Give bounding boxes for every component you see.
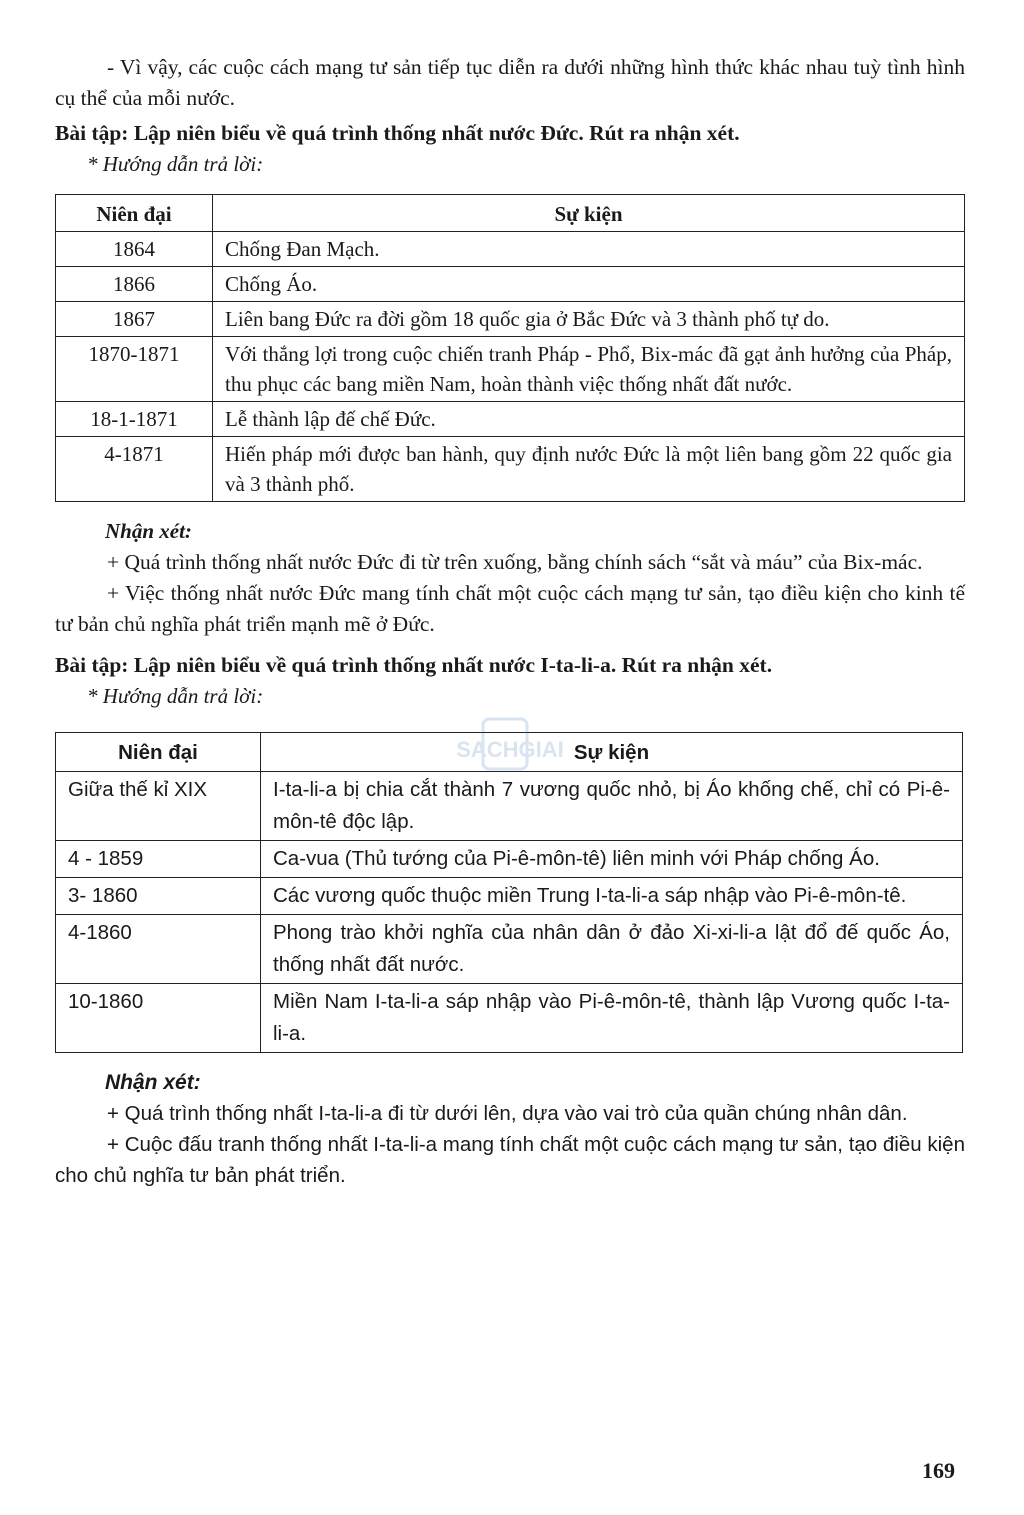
watermark-logo [395, 715, 625, 790]
exercise1-remark-label: Nhận xét: [105, 519, 192, 543]
exercise1-remark-2: + Việc thống nhất nước Đức mang tính chất một cuộc cách mạng tư sản, tạo điều kiện cho kinh tế tư bản chủ nghĩa phát triển mạnh mẽ ở Đức. [55, 581, 965, 636]
table-row [56, 267, 965, 302]
table-row [56, 878, 963, 915]
event-cell: Hiến pháp mới được ban hành, quy định nước Đức là một liên bang gồm 22 quốc gia và 3 thành phố. [213, 437, 965, 502]
year-cell: 3- 1860 [56, 878, 261, 915]
table-row [56, 915, 963, 984]
exercise1-title: Bài tập: Lập niên biểu về quá trình thống nhất nước Đức. Rút ra nhận xét. [55, 121, 740, 145]
event-cell: Miền Nam I-ta-li-a sáp nhập vào Pi-ê-môn-tê, thành lập Vương quốc I-ta-li-a. [261, 984, 963, 1053]
year-cell: 18-1-1871 [56, 402, 213, 437]
exercise1-remark-1: + Quá trình thống nhất nước Đức đi từ trên xuống, bằng chính sách “sắt và máu” của Bix-mác. [107, 550, 923, 574]
document-page [55, 52, 965, 1191]
year-cell: 1864 [56, 232, 213, 267]
event-cell: Với thắng lợi trong cuộc chiến tranh Pháp - Phổ, Bix-mác đã gạt ảnh hưởng của Pháp, thu phục các bang miền Nam, hoàn thành việc thống nhất đất nước. [213, 337, 965, 402]
event-cell: Liên bang Đức ra đời gồm 18 quốc gia ở Bắc Đức và 3 thành phố tự do. [213, 302, 965, 337]
year-cell: 4-1860 [56, 915, 261, 984]
event-cell: Các vương quốc thuộc miền Trung I-ta-li-a sáp nhập vào Pi-ê-môn-tê. [261, 878, 963, 915]
event-cell: Chống Đan Mạch. [213, 232, 965, 267]
table-row [56, 337, 965, 402]
table-header-row [56, 195, 965, 232]
year-cell: 4 - 1859 [56, 841, 261, 878]
table-row [56, 437, 965, 502]
event-cell: Phong trào khởi nghĩa của nhân dân ở đảo Xi-xi-li-a lật đổ đế quốc Áo, thống nhất đất nước. [261, 915, 963, 984]
exercise2-remark-1: + Quá trình thống nhất I-ta-li-a đi từ dưới lên, dựa vào vai trò của quần chúng nhân dân. [107, 1102, 908, 1125]
header-event: Sự kiện [261, 733, 963, 772]
event-cell: I-ta-li-a bị chia cắt thành 7 vương quốc nhỏ, bị Áo khống chế, chỉ có Pi-ê-môn-tê độc lập. [261, 772, 963, 841]
event-cell: Lễ thành lập đế chế Đức. [213, 402, 965, 437]
exercise2-title: Bài tập: Lập niên biểu về quá trình thống nhất nước I-ta-li-a. Rút ra nhận xét. [55, 653, 773, 677]
header-year: Niên đại [56, 195, 213, 232]
header-event: Sự kiện [213, 195, 965, 232]
year-cell: Giữa thế kỉ XIX [56, 772, 261, 841]
table-row [56, 841, 963, 878]
page-number: 169 [922, 1458, 955, 1483]
exercise2-remark-label: Nhận xét: [105, 1071, 201, 1094]
event-cell: Ca-vua (Thủ tướng của Pi-ê-môn-tê) liên minh với Pháp chống Áo. [261, 841, 963, 878]
exercise2-guide: * Hướng dẫn trả lời: [87, 684, 264, 708]
table-row [56, 302, 965, 337]
watermark-text: SACHGIAI [456, 737, 564, 762]
year-cell: 10-1860 [56, 984, 261, 1053]
year-cell: 1870-1871 [56, 337, 213, 402]
exercise1-guide: * Hướng dẫn trả lời: [87, 152, 264, 176]
year-cell: 4-1871 [56, 437, 213, 502]
table-row [56, 984, 963, 1053]
table-row [56, 402, 965, 437]
event-cell: Chống Áo. [213, 267, 965, 302]
year-cell: 1866 [56, 267, 213, 302]
year-cell: 1867 [56, 302, 213, 337]
header-year: Niên đại [56, 733, 261, 772]
exercise2-remark-2: + Cuộc đấu tranh thống nhất I-ta-li-a mang tính chất một cuộc cách mạng tư sản, tạo điều kiện cho chủ nghĩa tư bản phát triển. [55, 1133, 965, 1187]
intro-paragraph: - Vì vậy, các cuộc cách mạng tư sản tiếp tục diễn ra dưới những hình thức khác nhau tuỳ tình hình cụ thể của mỗi nước. [55, 55, 965, 110]
table-row [56, 232, 965, 267]
germany-timeline-table [55, 194, 965, 502]
